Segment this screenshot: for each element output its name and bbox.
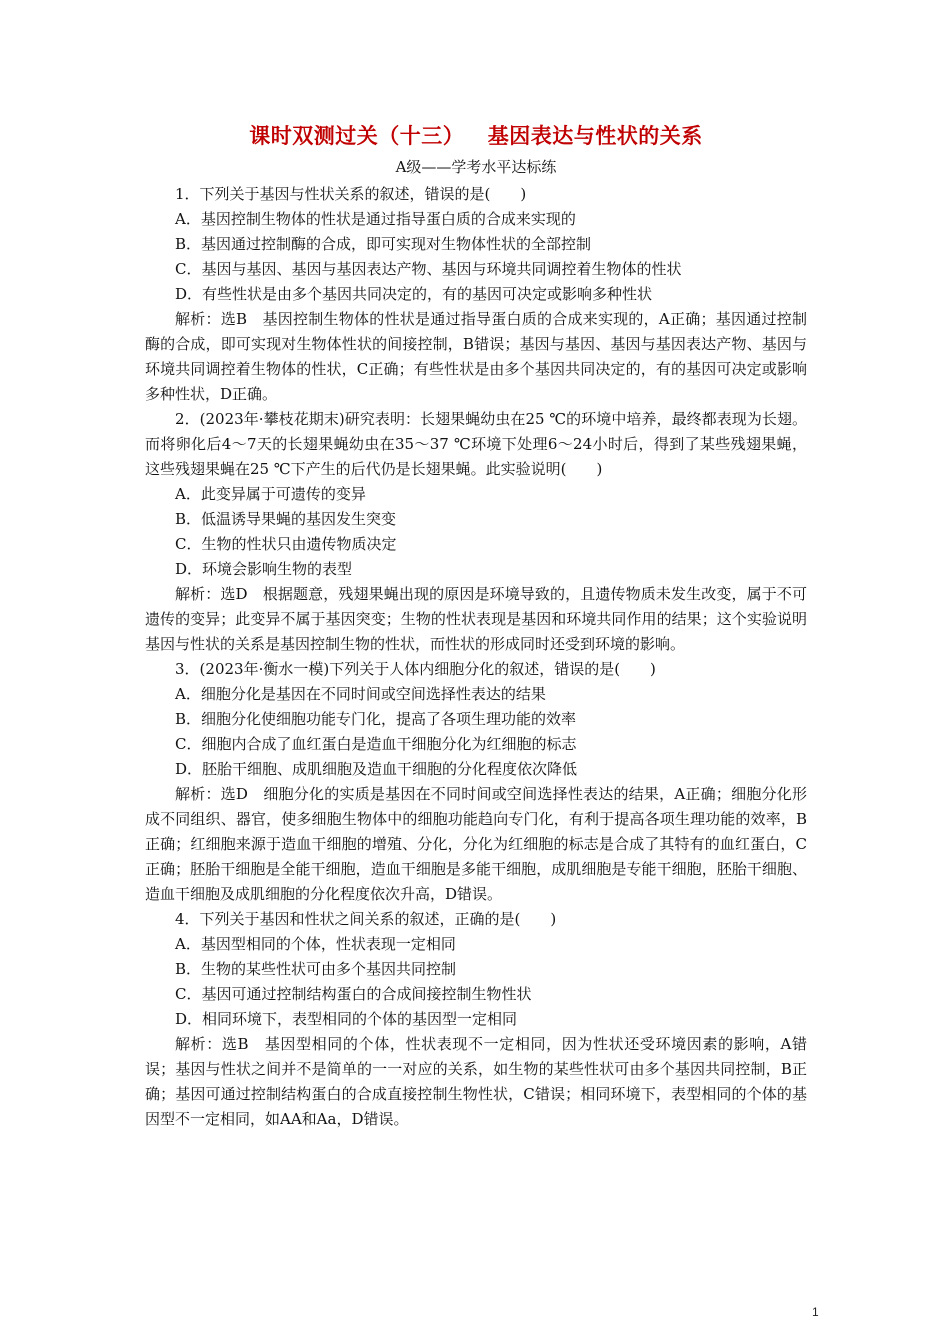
- option-b: B．基因通过控制酶的合成，即可实现对生物体性状的全部控制: [175, 235, 592, 253]
- option-c: C．生物的性状只由遗传物质决定: [175, 535, 397, 553]
- document-page: [145, 120, 807, 1132]
- analysis: 解析：选B 基因型相同的个体，性状表现不一定相同，因为性状还受环境因素的影响，A错误；基因与性状之间并不是简单的一一对应的关系，如生物的某些性状可由多个基因共同控制，B正确；基因可通过控制结构蛋白的合成直接控制生物性状，C错误；相同环境下，表型相同的个体的基因型不一定相同，如AA和Aa，D错误。: [145, 1035, 807, 1128]
- question-2: [145, 407, 807, 657]
- analysis: 解析：选D 根据题意，残翅果蝇出现的原因是环境导致的，且遗传物质未发生改变，属于不可遗传的变异；此变异不属于基因突变；生物的性状表现是基因和环境共同作用的结果；这个实验说明基因与性状的关系是基因控制生物的性状，而性状的形成同时还受到环境的影响。: [145, 585, 807, 653]
- option-c: C．基因可通过控制结构蛋白的合成间接控制生物性状: [175, 985, 532, 1003]
- option-c: C．基因与基因、基因与基因表达产物、基因与环境共同调控着生物体的性状: [175, 260, 682, 278]
- option-b: B．低温诱导果蝇的基因发生突变: [175, 510, 397, 528]
- question-4: [145, 907, 807, 1132]
- option-c: C．细胞内合成了血红蛋白是造血干细胞分化为红细胞的标志: [175, 735, 577, 753]
- question-stem: 3．(2023年·衡水一模)下列关于人体内细胞分化的叙述，错误的是( ): [175, 660, 656, 678]
- section-subtitle: A级——学考水平达标练: [395, 158, 557, 176]
- option-b: B．细胞分化使细胞功能专门化，提高了各项生理功能的效率: [175, 710, 577, 728]
- page-title: 课时双测过关（十三） 基因表达与性状的关系: [249, 123, 703, 148]
- question-stem: 2．(2023年·攀枝花期末)研究表明：长翅果蝇幼虫在25 ℃的环境中培养，最终都表现为长翅。而将卵化后4～7天的长翅果蝇幼虫在35～37 ℃环境下处理6～24小时后，得到了某些残翅果蝇，这些残翅果蝇在25 ℃下产生的后代仍是长翅果蝇。此实验说明( ): [145, 410, 807, 478]
- analysis: 解析：选B 基因控制生物体的性状是通过指导蛋白质的合成来实现的，A正确；基因通过控制酶的合成，即可实现对生物体性状的间接控制，B错误；基因与基因、基因与基因表达产物、基因与环境共同调控着生物体的性状，C正确；有些性状是由多个基因共同决定的，有的基因可决定或影响多种性状，D正确。: [145, 310, 807, 403]
- question-1: [145, 182, 807, 407]
- question-stem: 1．下列关于基因与性状关系的叙述，错误的是( ): [175, 185, 527, 203]
- question-3: [145, 657, 807, 907]
- option-a: A．基因型相同的个体，性状表现一定相同: [175, 935, 456, 953]
- option-a: A．细胞分化是基因在不同时间或空间选择性表达的结果: [175, 685, 546, 703]
- page-number: 1: [812, 1305, 819, 1319]
- question-stem: 4．下列关于基因和性状之间关系的叙述，正确的是( ): [175, 910, 557, 928]
- option-d: D．胚胎干细胞、成肌细胞及造血干细胞的分化程度依次降低: [175, 760, 578, 778]
- option-d: D．环境会影响生物的表型: [175, 560, 353, 578]
- analysis: 解析：选D 细胞分化的实质是基因在不同时间或空间选择性表达的结果，A正确；细胞分化形成不同组织、器官，使多细胞生物体中的细胞功能趋向专门化，有利于提高各项生理功能的效率，B正确；红细胞来源于造血干细胞的增殖、分化，分化为红细胞的标志是合成了其特有的血红蛋白，C正确；胚胎干细胞是全能干细胞，造血干细胞是多能干细胞，成肌细胞是专能干细胞，胚胎干细胞、造血干细胞及成肌细胞的分化程度依次升高，D错误。: [145, 785, 807, 903]
- option-a: A．基因控制生物体的性状是通过指导蛋白质的合成来实现的: [175, 210, 576, 228]
- option-d: D．相同环境下，表型相同的个体的基因型一定相同: [175, 1010, 518, 1028]
- option-d: D．有些性状是由多个基因共同决定的，有的基因可决定或影响多种性状: [175, 285, 653, 303]
- option-b: B．生物的某些性状可由多个基因共同控制: [175, 960, 457, 978]
- option-a: A．此变异属于可遗传的变异: [175, 485, 366, 503]
